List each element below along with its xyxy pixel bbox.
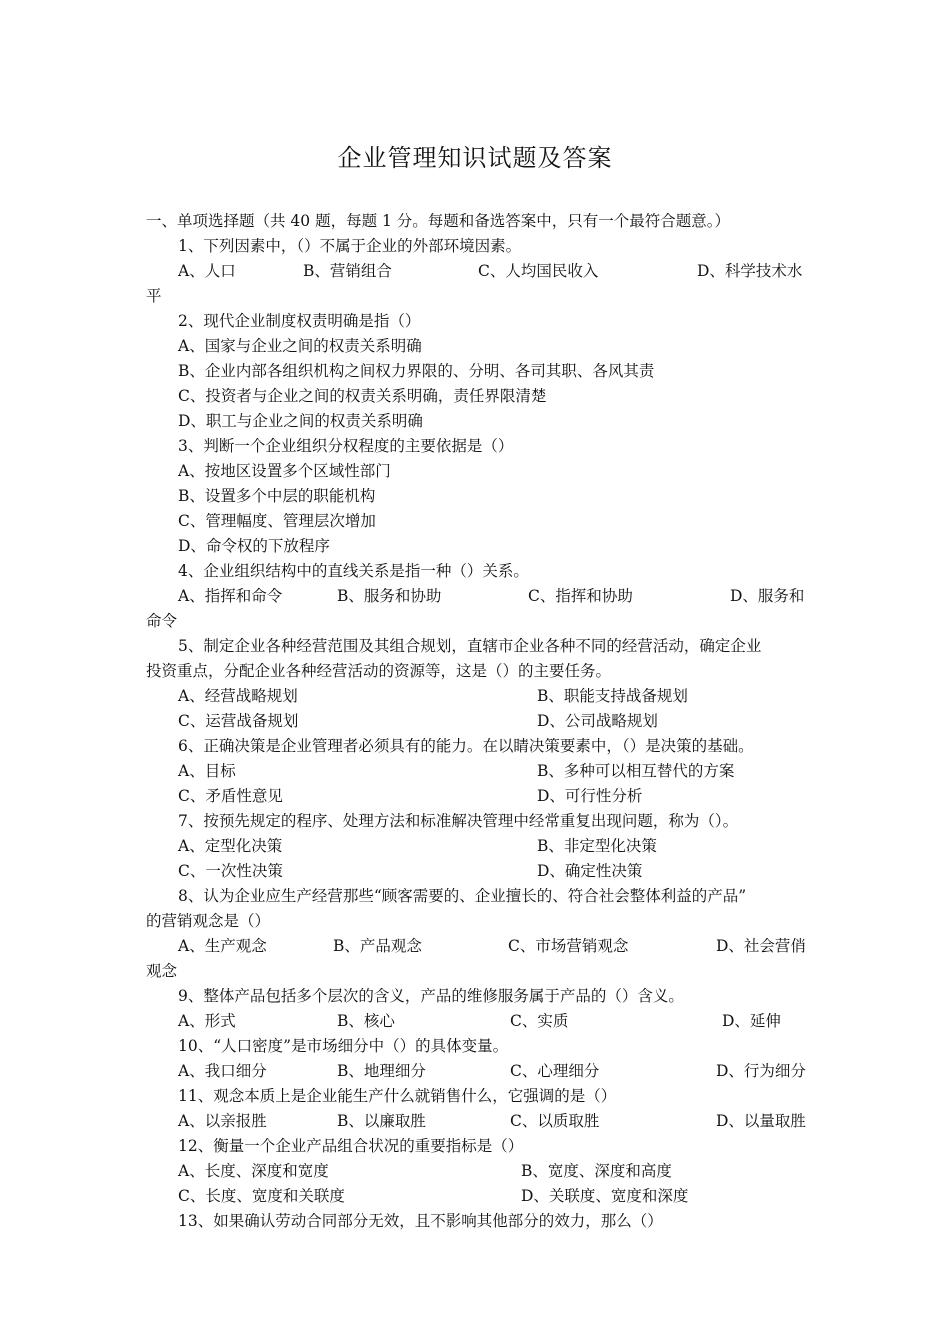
question-8-stem: 8、认为企业应生产经营那些“顾客需要的、企业擅长的、符合社会整体利益的产品” <box>178 887 747 905</box>
question-4-option-c: C、指挥和协助 <box>528 587 633 605</box>
question-9-option-a: A、形式 <box>178 1012 236 1030</box>
question-5-option-b: B、职能支持战备规划 <box>537 687 688 705</box>
question-1-option-a: A、人口 <box>178 262 236 280</box>
question-6-option-b: B、多种可以相互替代的方案 <box>537 762 735 780</box>
question-12-option-d: D、关联度、宽度和深度 <box>521 1187 689 1205</box>
question-9-option-c: C、实质 <box>510 1012 569 1030</box>
question-4-option-d-wrap: 命令 <box>146 612 178 630</box>
document-title: 企业管理知识试题及答案 <box>337 144 613 172</box>
question-3-option-b: B、设置多个中层的职能机构 <box>178 487 376 505</box>
question-10-option-b: B、地理细分 <box>337 1062 426 1080</box>
question-1-option-d-wrap: 平 <box>146 287 162 305</box>
question-2-option-d: D、职工与企业之间的权责关系明确 <box>178 412 423 430</box>
question-7-option-c: C、一次性决策 <box>178 862 283 880</box>
question-9-option-b: B、核心 <box>337 1012 395 1030</box>
question-8-option-a: A、生产观念 <box>178 937 267 955</box>
question-11-option-c: C、以质取胜 <box>510 1112 600 1130</box>
question-5-stem: 5、制定企业各种经营范围及其组合规划，直辖市企业各种不同的经营活动，确定企业 <box>178 637 762 655</box>
question-13-stem: 13、如果确认劳动合同部分无效，且不影响其他部分的效力，那么（） <box>178 1212 663 1230</box>
question-11-stem: 11、观念本质上是企业能生产什么就销售什么，它强调的是（） <box>178 1087 617 1105</box>
question-1-option-b: B、营销组合 <box>303 262 392 280</box>
question-4-stem: 4、企业组织结构中的直线关系是指一种（）关系。 <box>178 562 529 580</box>
question-12-option-b: B、宽度、深度和高度 <box>521 1162 672 1180</box>
question-10-stem: 10、“人口密度”是市场细分中（）的具体变量。 <box>178 1037 509 1055</box>
question-9-stem: 9、整体产品包括多个层次的含义，产品的维修服务属于产品的（）含义。 <box>178 987 684 1005</box>
question-3-option-c: C、管理幅度、管理层次增加 <box>178 512 376 530</box>
question-12-stem: 12、衡量一个企业产品组合状况的重要指标是（） <box>178 1137 524 1155</box>
question-8-option-b: B、产品观念 <box>333 937 422 955</box>
question-11-option-b: B、以廉取胜 <box>337 1112 426 1130</box>
section-heading: 一、单项选择题（共 40 题，每题 1 分。每题和备选答案中，只有一个最符合题意。） <box>146 212 731 230</box>
question-3-stem: 3、判断一个企业组织分权程度的主要依据是（） <box>178 437 514 455</box>
question-5-option-a: A、经营战略规划 <box>178 687 298 705</box>
question-12-option-c: C、长度、宽度和关联度 <box>178 1187 345 1205</box>
question-4-option-d: D、服务和 <box>730 587 805 605</box>
question-7-option-b: B、非定型化决策 <box>537 837 657 855</box>
question-1-stem: 1、下列因素中，（）不属于企业的外部环境因素。 <box>178 237 522 255</box>
question-5-option-d: D、公司战略规划 <box>537 712 658 730</box>
question-3-option-a: A、按地区设置多个区域性部门 <box>178 462 391 480</box>
question-5-stem-continued: 投资重点，分配企业各种经营活动的资源等，这是（）的主要任务。 <box>146 662 612 680</box>
question-1-option-d: D、科学技术水 <box>697 262 803 280</box>
question-6-option-a: A、目标 <box>178 762 236 780</box>
question-7-option-a: A、定型化决策 <box>178 837 283 855</box>
question-8-option-d: D、社会营俏 <box>716 937 806 955</box>
question-7-option-d: D、确定性决策 <box>537 862 643 880</box>
question-5-option-c: C、运营战备规划 <box>178 712 299 730</box>
question-10-option-a: A、我口细分 <box>178 1062 267 1080</box>
question-8-option-c: C、市场营销观念 <box>508 937 629 955</box>
question-2-option-c: C、投资者与企业之间的权责关系明确，责任界限清楚 <box>178 387 547 405</box>
question-12-option-a: A、长度、深度和宽度 <box>178 1162 329 1180</box>
question-6-option-d: D、可行性分析 <box>537 787 643 805</box>
question-10-option-d: D、行为细分 <box>716 1062 806 1080</box>
question-1-option-c: C、人均国民收入 <box>478 262 599 280</box>
question-11-option-d: D、以量取胜 <box>716 1112 806 1130</box>
question-4-option-a: A、指挥和命令 <box>178 587 283 605</box>
question-6-option-c: C、矛盾性意见 <box>178 787 283 805</box>
question-7-stem: 7、按预先规定的程序、处理方法和标准解决管理中经常重复出现问题，称为（）。 <box>178 812 739 830</box>
question-6-stem: 6、正确决策是企业管理者必须具有的能力。在以睛决策要素中，（）是决策的基础。 <box>178 737 754 755</box>
question-11-option-a: A、以亲报胜 <box>178 1112 267 1130</box>
question-8-option-d-wrap: 观念 <box>146 962 178 980</box>
question-9-option-d: D、延伸 <box>722 1012 781 1030</box>
question-4-option-b: B、服务和协助 <box>337 587 442 605</box>
question-10-option-c: C、心理细分 <box>510 1062 600 1080</box>
question-2-option-a: A、国家与企业之间的权责关系明确 <box>178 337 422 355</box>
question-3-option-d: D、命令权的下放程序 <box>178 537 330 555</box>
question-8-stem-continued: 的营销观念是（） <box>146 912 271 930</box>
question-2-option-b: B、企业内部各组织机构之间权力界限的、分明、各司其职、各风其责 <box>178 362 655 380</box>
question-2-stem: 2、现代企业制度权责明确是指（） <box>178 312 421 330</box>
